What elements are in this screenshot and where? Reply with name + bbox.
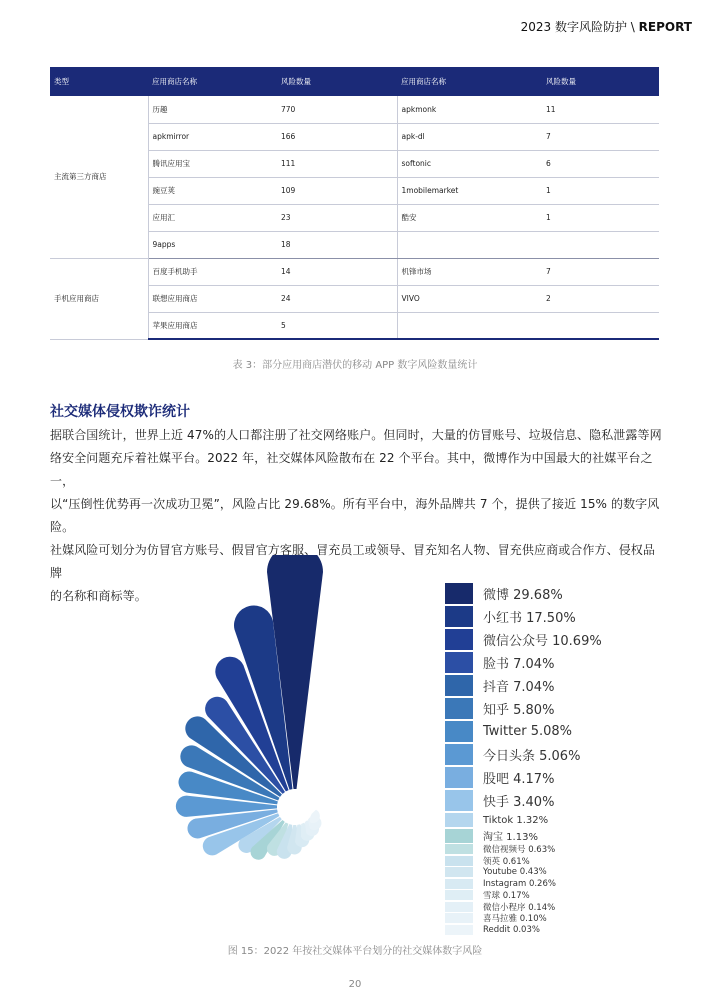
table-row: [50, 96, 659, 123]
legend-swatch: [445, 744, 473, 765]
legend-item: [445, 698, 675, 719]
legend-swatch: [445, 925, 473, 935]
header-prefix: 2023 数字风险防护 \: [520, 20, 639, 34]
store-name-cell: 应用汇: [148, 204, 277, 231]
risk-count-cell: 14: [277, 258, 397, 285]
legend-swatch: [445, 583, 473, 604]
legend-label: 小红书 17.50%: [483, 611, 576, 626]
legend-swatch: [445, 606, 473, 627]
legend-item: [445, 829, 675, 843]
legend-swatch: [445, 698, 473, 719]
body-line: 络安全问题充斥着社媒平台。2022 年，社交媒体风险散布在 22 个平台。其中，微博作为中国最大的社媒平台之一，: [50, 451, 653, 488]
category-cell: 主流第三方商店: [50, 96, 148, 258]
legend-swatch: [445, 721, 473, 742]
legend-swatch: [445, 856, 473, 866]
legend-label: Tiktok 1.32%: [483, 814, 549, 826]
legend-item: [445, 856, 675, 866]
section-title: 社交媒体侵权欺诈统计: [50, 404, 190, 420]
body-line: 社媒风险可划分为仿冒官方账号、假冒官方客服、冒充员工或领导、冒充知名人物、冒充供应商或合作方、侵权品牌: [50, 543, 656, 580]
legend-label: 快手 3.40%: [483, 795, 555, 810]
store-name-cell: apk-dl: [397, 123, 542, 150]
legend-item: [445, 844, 675, 854]
legend-item: [445, 913, 675, 923]
legend-label: 淘宝 1.13%: [483, 832, 538, 843]
legend-swatch: [445, 629, 473, 650]
app-store-risk-table: [50, 67, 659, 340]
table-row: [50, 258, 659, 285]
page-number: 20: [348, 979, 362, 990]
legend-item: [445, 606, 675, 627]
legend-item: [445, 813, 675, 827]
risk-count-cell: [542, 231, 659, 258]
legend-swatch: [445, 813, 473, 827]
risk-count-cell: 166: [277, 123, 397, 150]
legend-swatch: [445, 879, 473, 889]
risk-count-cell: [542, 312, 659, 339]
col-header-store-name: 应用商店名称: [148, 67, 277, 96]
store-name-cell: apkmonk: [397, 96, 542, 123]
legend-label: 今日头条 5.06%: [483, 749, 581, 764]
legend-item: [445, 890, 675, 900]
legend-item: [445, 902, 675, 912]
legend-label: 领英 0.61%: [483, 856, 530, 867]
col-header-risk-count: 风险数量: [277, 67, 397, 96]
risk-count-cell: 1: [542, 177, 659, 204]
table-header-row: [50, 67, 659, 96]
store-name-cell: VIVO: [397, 285, 542, 312]
risk-count-cell: 5: [277, 312, 397, 339]
body-line: 以“压倒性优势再一次成功卫冕”，风险占比 29.68%。所有平台中，海外品牌共 7 个，提供了接近 15% 的数字风险。: [50, 497, 660, 534]
legend-swatch: [445, 844, 473, 854]
legend-item: [445, 583, 675, 604]
legend-swatch: [445, 867, 473, 877]
legend-item: [445, 925, 675, 935]
risk-count-cell: 7: [542, 258, 659, 285]
legend-label: 雪球 0.17%: [483, 891, 530, 901]
store-name-cell: 苹果应用商店: [148, 312, 277, 339]
legend-item: [445, 867, 675, 877]
store-name-cell: [397, 231, 542, 258]
legend-swatch: [445, 829, 473, 843]
legend-label: 微信公众号 10.69%: [483, 634, 602, 649]
col-header-store-name-2: 应用商店名称: [397, 67, 542, 96]
legend-label: Twitter 5.08%: [483, 724, 573, 739]
category-cell: 手机应用商店: [50, 258, 148, 339]
risk-count-cell: 23: [277, 204, 397, 231]
table-caption: 表 3：部分应用商店潜伏的移动 APP 数字风险数量统计: [232, 360, 478, 371]
legend-label: 喜马拉雅 0.10%: [483, 914, 547, 924]
store-name-cell: 1mobilemarket: [397, 177, 542, 204]
col-header-type: 类型: [50, 67, 148, 96]
legend-label: Reddit 0.03%: [483, 924, 540, 935]
legend-swatch: [445, 913, 473, 923]
legend-label: Youtube 0.43%: [483, 867, 547, 877]
legend-item: [445, 629, 675, 650]
risk-count-cell: 11: [542, 96, 659, 123]
store-name-cell: 百度手机助手: [148, 258, 277, 285]
legend-item: [445, 652, 675, 673]
legend-label: 微博 29.68%: [483, 588, 563, 603]
figure-caption: 图 15：2022 年按社交媒体平台划分的社交媒体数字风险: [227, 946, 483, 957]
body-line: 据联合国统计，世界上近 47%的人口都注册了社交网络账户。但同时，大量的仿冒账号、垃圾信息、隐私泄露等网: [50, 428, 662, 442]
risk-count-cell: 109: [277, 177, 397, 204]
legend-label: 抖音 7.04%: [483, 680, 555, 695]
legend-item: [445, 879, 675, 889]
header-report: REPORT: [638, 20, 692, 34]
legend-swatch: [445, 652, 473, 673]
col-header-risk-count-2: 风险数量: [542, 67, 659, 96]
body-line: 的名称和商标等。: [50, 589, 147, 603]
store-name-cell: [397, 312, 542, 339]
risk-count-cell: 770: [277, 96, 397, 123]
legend-label: 股吧 4.17%: [483, 772, 555, 787]
legend-item: [445, 744, 675, 765]
legend-label: Instagram 0.26%: [483, 878, 556, 889]
page-header: [521, 18, 692, 35]
legend-swatch: [445, 890, 473, 900]
legend-item: [445, 790, 675, 811]
risk-count-cell: 111: [277, 150, 397, 177]
store-name-cell: 腾讯应用宝: [148, 150, 277, 177]
store-name-cell: 历趣: [148, 96, 277, 123]
legend-swatch: [445, 675, 473, 696]
store-name-cell: 联想应用商店: [148, 285, 277, 312]
store-name-cell: 9apps: [148, 231, 277, 258]
risk-count-cell: 1: [542, 204, 659, 231]
store-name-cell: 机锋市场: [397, 258, 542, 285]
risk-count-cell: 6: [542, 150, 659, 177]
store-name-cell: 酷安: [397, 204, 542, 231]
risk-count-cell: 18: [277, 231, 397, 258]
legend-item: [445, 675, 675, 696]
legend-item: [445, 721, 675, 742]
risk-count-cell: 2: [542, 285, 659, 312]
risk-count-cell: 24: [277, 285, 397, 312]
store-name-cell: softonic: [397, 150, 542, 177]
legend-swatch: [445, 767, 473, 788]
store-name-cell: apkmirror: [148, 123, 277, 150]
legend-label: 脸书 7.04%: [483, 657, 555, 672]
risk-count-cell: 7: [542, 123, 659, 150]
chart-legend: [445, 583, 675, 936]
social-media-risk-chart: [140, 555, 370, 935]
legend-label: 知乎 5.80%: [483, 703, 555, 718]
legend-label: 微信小程序 0.14%: [483, 902, 556, 913]
legend-item: [445, 767, 675, 788]
legend-label: 微信视频号 0.63%: [483, 845, 556, 855]
legend-swatch: [445, 902, 473, 912]
store-name-cell: 豌豆荚: [148, 177, 277, 204]
legend-swatch: [445, 790, 473, 811]
